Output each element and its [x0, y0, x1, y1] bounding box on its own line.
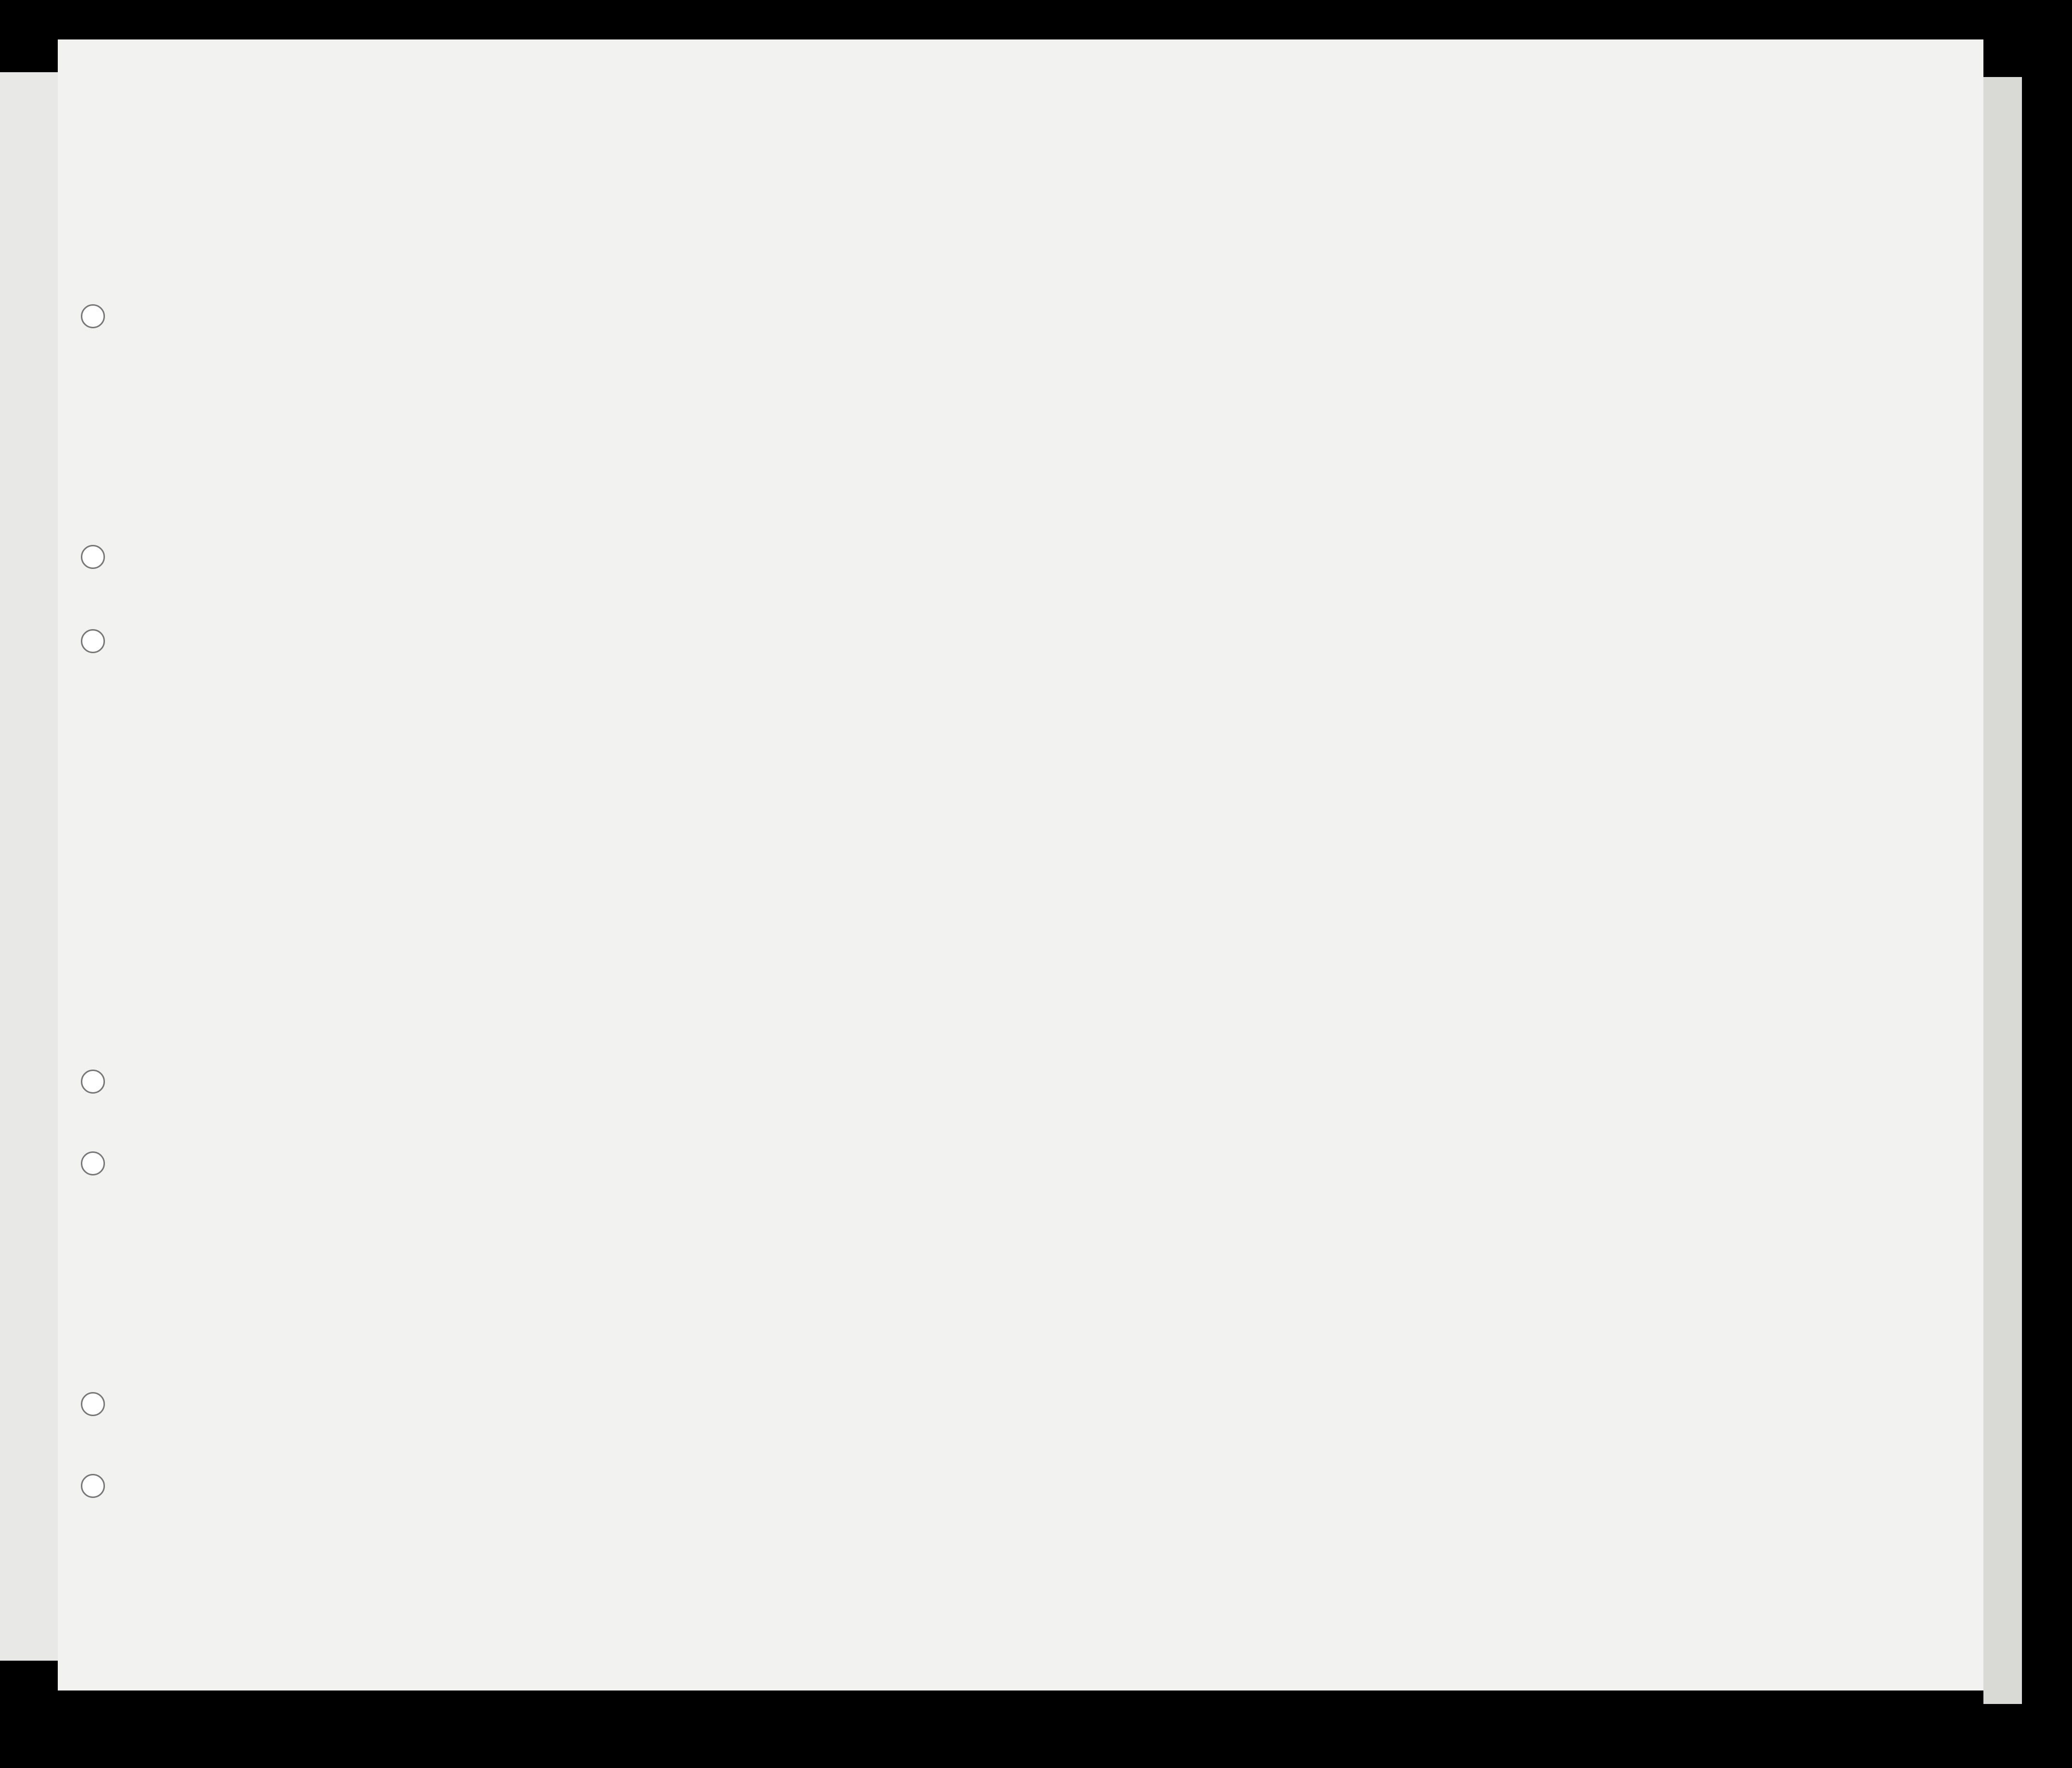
binder-hole: [81, 629, 105, 653]
manifest-page: [58, 39, 1983, 1691]
manifest-grid: [58, 39, 1983, 1691]
binder-hole: [81, 304, 105, 328]
binder-hole: [81, 1474, 105, 1498]
binder-hole: [81, 1392, 105, 1416]
binder-hole: [81, 1070, 105, 1094]
binder-hole: [81, 545, 105, 569]
binder-hole: [81, 1151, 105, 1175]
next-page-edge: [1983, 77, 2022, 1704]
previous-page-edge: [0, 72, 58, 1661]
